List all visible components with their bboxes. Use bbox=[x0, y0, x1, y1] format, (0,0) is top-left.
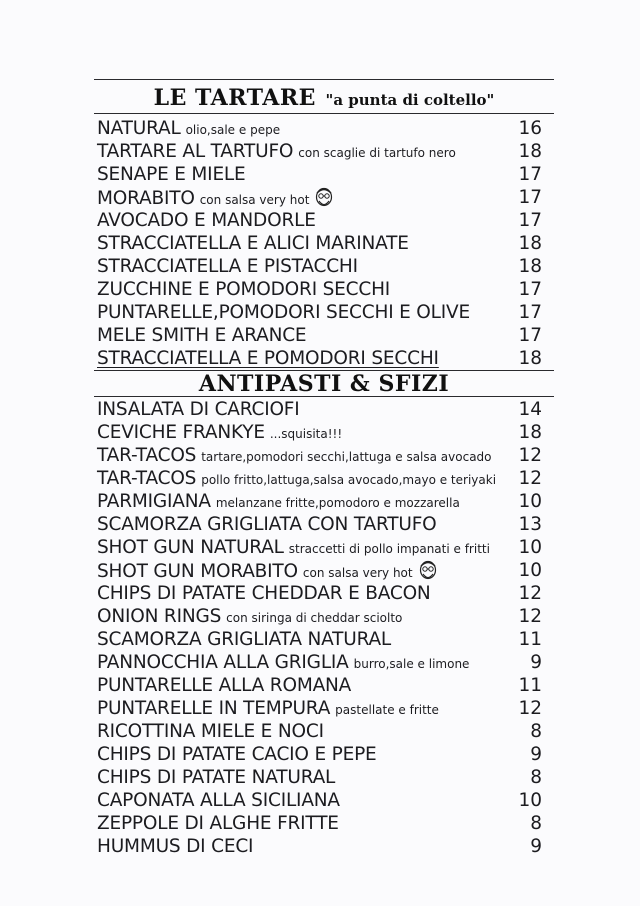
menu-item bbox=[97, 324, 542, 347]
menu-item-description: con salsa very hot bbox=[302, 566, 413, 580]
menu-item-name: AVOCADO E MANDORLE bbox=[97, 210, 316, 231]
menu-item-name: CHIPS DI PATATE NATURAL bbox=[97, 767, 336, 788]
menu-item-description: con scaglie di tartufo nero bbox=[298, 146, 456, 160]
menu-item-price: 16 bbox=[518, 118, 542, 139]
menu-item bbox=[97, 536, 542, 559]
menu-item bbox=[97, 697, 542, 720]
menu-item bbox=[97, 421, 542, 444]
menu-item-name: SCAMORZA GRIGLIATA NATURAL bbox=[97, 629, 392, 650]
menu-item-name: CEVICHE FRANKYE bbox=[97, 422, 265, 443]
section-title-text: LE TARTARE bbox=[153, 85, 316, 111]
menu-item bbox=[97, 490, 542, 513]
menu-item bbox=[97, 467, 542, 490]
menu-item-price: 9 bbox=[530, 744, 542, 765]
menu-item-name: STRACCIATELLA E POMODORI SECCHI bbox=[97, 348, 439, 369]
section-title-tartare bbox=[94, 85, 554, 111]
menu-item-name: TARTARE AL TARTUFO bbox=[97, 141, 294, 162]
menu-item bbox=[97, 140, 542, 163]
menu-item bbox=[97, 398, 542, 421]
section-subtitle-text: "a punta di coltello" bbox=[325, 91, 495, 109]
menu-item-name: PANNOCCHIA ALLA GRIGLIA bbox=[97, 652, 349, 673]
menu-item-name: STRACCIATELLA E PISTACCHI bbox=[97, 256, 358, 277]
antipasti-item-list bbox=[97, 398, 542, 858]
menu-item-price: 17 bbox=[518, 187, 542, 208]
menu-item-name: SHOT GUN NATURAL bbox=[97, 537, 284, 558]
menu-item-name: ONION RINGS bbox=[97, 606, 222, 627]
menu-item bbox=[97, 812, 542, 835]
menu-item-name: INSALATA DI CARCIOFI bbox=[97, 399, 300, 420]
menu-item bbox=[97, 232, 542, 255]
menu-item-description: burro,sale e limone bbox=[353, 657, 470, 671]
chef-face-icon bbox=[313, 186, 335, 210]
menu-item-description: ...squisita!!! bbox=[269, 427, 343, 441]
menu-item-name: CHIPS DI PATATE CHEDDAR E BACON bbox=[97, 583, 431, 604]
menu-item bbox=[97, 605, 542, 628]
menu-item-price: 12 bbox=[518, 445, 542, 466]
menu-item-price: 12 bbox=[518, 583, 542, 604]
menu-item-price: 12 bbox=[518, 698, 542, 719]
menu-item-price: 12 bbox=[518, 468, 542, 489]
menu-item-price: 17 bbox=[518, 279, 542, 300]
menu-item-price: 9 bbox=[530, 652, 542, 673]
antipasti-header-rule bbox=[94, 396, 554, 397]
menu-item-price: 8 bbox=[530, 767, 542, 788]
menu-item bbox=[97, 163, 542, 186]
menu-item-price: 17 bbox=[518, 164, 542, 185]
menu-item-description: con salsa very hot bbox=[199, 193, 310, 207]
menu-item bbox=[97, 628, 542, 651]
menu-item-price: 18 bbox=[518, 348, 542, 369]
tartare-header-rule bbox=[94, 113, 554, 114]
menu-item-description: pastellate e fritte bbox=[335, 703, 439, 717]
section-title-text: ANTIPASTI & SFIZI bbox=[198, 371, 450, 397]
menu-item-name: PUNTARELLE,POMODORI SECCHI E OLIVE bbox=[97, 302, 470, 323]
menu-item bbox=[97, 278, 542, 301]
menu-item-name: PARMIGIANA bbox=[97, 491, 211, 512]
menu-item-price: 10 bbox=[518, 491, 542, 512]
menu-item-name: HUMMUS DI CECI bbox=[97, 836, 254, 857]
top-rule bbox=[94, 79, 554, 80]
menu-item-description: melanzane fritte,pomodoro e mozzarella bbox=[215, 496, 460, 510]
tartare-item-list bbox=[97, 117, 542, 370]
menu-item-price: 18 bbox=[518, 141, 542, 162]
menu-item-name: PUNTARELLE ALLA ROMANA bbox=[97, 675, 352, 696]
menu-item-name: MELE SMITH E ARANCE bbox=[97, 325, 307, 346]
menu-item-name: PUNTARELLE IN TEMPURA bbox=[97, 698, 331, 719]
menu-item-price: 11 bbox=[518, 629, 542, 650]
menu-item bbox=[97, 255, 542, 278]
menu-item bbox=[97, 347, 542, 370]
menu-item-name: CHIPS DI PATATE CACIO E PEPE bbox=[97, 744, 377, 765]
menu-item bbox=[97, 743, 542, 766]
menu-item-price: 17 bbox=[518, 210, 542, 231]
menu-item-name: NATURAL bbox=[97, 118, 181, 139]
menu-item-name: MORABITO bbox=[97, 188, 195, 209]
menu-item-name: SENAPE E MIELE bbox=[97, 164, 246, 185]
section-title-antipasti bbox=[94, 371, 554, 397]
menu-item-price: 18 bbox=[518, 256, 542, 277]
menu-item bbox=[97, 301, 542, 324]
menu-item-price: 8 bbox=[530, 721, 542, 742]
menu-item-name: TAR-TACOS bbox=[97, 468, 197, 489]
menu-item-description: olio,sale e pepe bbox=[185, 123, 281, 137]
menu-item-price: 18 bbox=[518, 233, 542, 254]
menu-item-name: SCAMORZA GRIGLIATA CON TARTUFO bbox=[97, 514, 437, 535]
menu-item bbox=[97, 835, 542, 858]
menu-item bbox=[97, 766, 542, 789]
menu-item-price: 10 bbox=[518, 560, 542, 581]
menu-item bbox=[97, 789, 542, 812]
menu-item-price: 14 bbox=[518, 399, 542, 420]
menu-item-name: CAPONATA ALLA SICILIANA bbox=[97, 790, 340, 811]
menu-item bbox=[97, 209, 542, 232]
menu-item-name: TAR-TACOS bbox=[97, 445, 197, 466]
menu-item bbox=[97, 186, 542, 209]
menu-item bbox=[97, 444, 542, 467]
menu-item-price: 10 bbox=[518, 790, 542, 811]
menu-item bbox=[97, 720, 542, 743]
menu-item bbox=[97, 651, 542, 674]
menu-item-description: pollo fritto,lattuga,salsa avocado,mayo e teriyaki bbox=[201, 473, 497, 487]
menu-item-price: 9 bbox=[530, 836, 542, 857]
menu-item-price: 8 bbox=[530, 813, 542, 834]
menu-item-price: 17 bbox=[518, 302, 542, 323]
menu-item-price: 11 bbox=[518, 675, 542, 696]
menu-item-name: ZEPPOLE DI ALGHE FRITTE bbox=[97, 813, 339, 834]
menu-item bbox=[97, 117, 542, 140]
menu-item-price: 12 bbox=[518, 606, 542, 627]
menu-item-price: 18 bbox=[518, 422, 542, 443]
menu-item-name: STRACCIATELLA E ALICI MARINATE bbox=[97, 233, 409, 254]
menu-item bbox=[97, 674, 542, 697]
menu-item-name: RICOTTINA MIELE E NOCI bbox=[97, 721, 324, 742]
menu-item-name: ZUCCHINE E POMODORI SECCHI bbox=[97, 279, 391, 300]
menu-item-price: 10 bbox=[518, 537, 542, 558]
menu-item-description: con siringa di cheddar sciolto bbox=[226, 611, 403, 625]
menu-item-description: straccetti di pollo impanati e fritti bbox=[288, 542, 490, 556]
menu-item-price: 17 bbox=[518, 325, 542, 346]
menu-item-description: tartare,pomodori secchi,lattuga e salsa avocado bbox=[201, 450, 492, 464]
chef-face-icon bbox=[417, 559, 439, 583]
menu-item-price: 13 bbox=[518, 514, 542, 535]
menu-item bbox=[97, 559, 542, 582]
menu-item bbox=[97, 582, 542, 605]
menu-item-name: SHOT GUN MORABITO bbox=[97, 561, 298, 582]
menu-item bbox=[97, 513, 542, 536]
